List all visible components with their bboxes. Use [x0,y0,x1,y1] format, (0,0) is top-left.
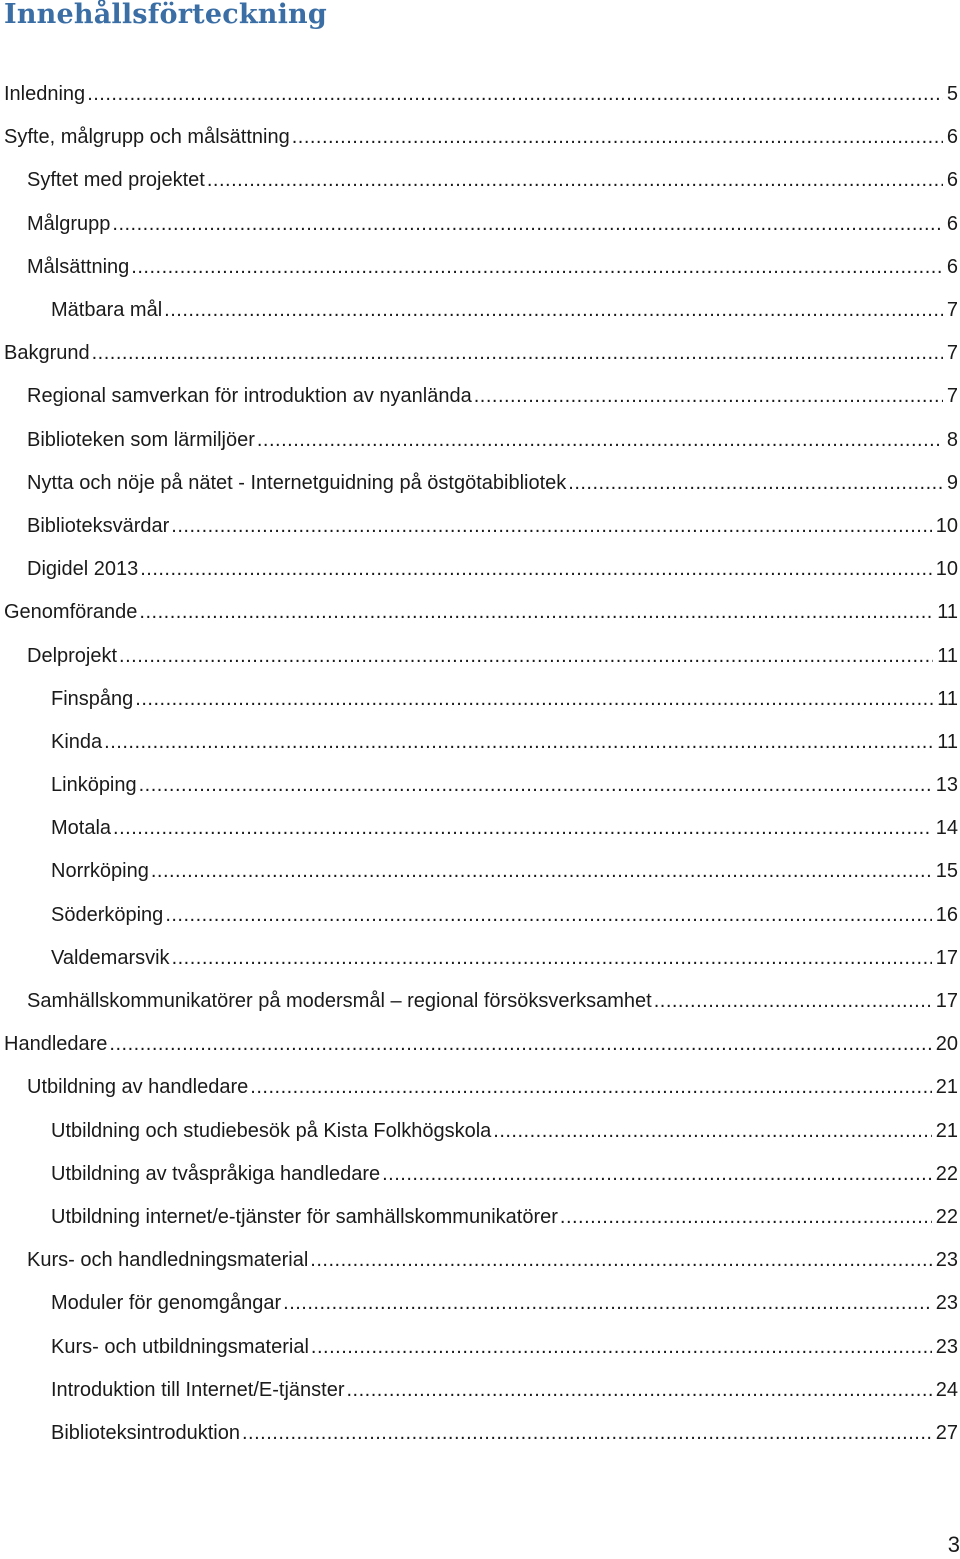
toc-entry[interactable] [4,1196,958,1239]
toc-entry-page: 11 [937,601,958,624]
toc-entry-page: 23 [935,1292,958,1315]
toc-entry[interactable] [4,937,958,980]
toc-dot-leader [292,126,943,149]
toc-dot-leader [151,860,932,883]
toc-dot-leader [568,472,943,495]
toc-dot-leader [346,1379,931,1402]
toc-dot-leader [250,1076,931,1099]
toc-dot-leader [172,947,932,970]
toc-entry-page: 22 [935,1162,958,1185]
toc-entry[interactable] [4,548,958,591]
toc-entry[interactable] [4,634,958,677]
toc-dot-leader [119,645,933,668]
toc-dot-leader [654,990,932,1013]
toc-entry[interactable] [4,1325,958,1368]
toc-entry[interactable] [4,980,958,1023]
toc-entry-label: Kinda [51,730,103,753]
toc-entry[interactable] [4,764,958,807]
toc-entry[interactable] [4,678,958,721]
toc-dot-leader [140,558,932,581]
toc-dot-leader [310,1249,931,1272]
toc-dot-leader [104,731,933,754]
toc-entry-page: 11 [937,687,958,710]
toc-entry-label: Motala [51,817,112,840]
toc-entry-label: Syfte, målgrupp och målsättning [4,126,290,149]
toc-entry-page: 10 [935,514,958,537]
toc-entry-page: 11 [937,644,958,667]
toc-entry[interactable] [4,1153,958,1196]
toc-dot-leader [139,601,933,624]
toc-entry-label: Samhällskommunikatörer på modersmål – regional försöksverksamhet [27,990,652,1013]
toc-entry-label: Biblioteken som lärmiljöer [27,428,255,451]
toc-entry-page: 16 [935,903,958,926]
toc-entry[interactable] [4,289,958,332]
toc-entry[interactable] [4,1110,958,1153]
toc-entry[interactable] [4,375,958,418]
toc-entry-label: Utbildning av handledare [27,1076,249,1099]
toc-entry[interactable] [4,591,958,634]
toc-entry-label: Linköping [51,774,137,797]
toc-entry-page: 7 [946,385,958,408]
toc-entry-page: 17 [935,946,958,969]
toc-dot-leader [109,1033,931,1056]
toc-entry-label: Genomförande [4,601,138,624]
toc-entry[interactable] [4,1282,958,1325]
toc-entry-page: 24 [935,1378,958,1401]
toc-entry[interactable] [4,1369,958,1412]
toc-dot-leader [242,1422,932,1445]
toc-entry-page: 23 [935,1249,958,1272]
toc-entry[interactable] [4,1239,958,1282]
toc-entry-page: 21 [935,1119,958,1142]
toc-entry[interactable] [4,505,958,548]
toc-entry[interactable] [4,1412,958,1455]
toc-entry-label: Handledare [4,1033,108,1056]
toc-entry-page: 23 [935,1335,958,1358]
toc-dot-leader [474,385,943,408]
toc-entry-page: 11 [937,730,958,753]
toc-entry-page: 20 [935,1033,958,1056]
toc-entry-label: Kurs- och handledningsmaterial [27,1249,309,1272]
toc-entry-label: Utbildning internet/e-tjänster för samhällskommunikatörer [51,1205,558,1228]
toc-entry-label: Delprojekt [27,644,118,667]
toc-dot-leader [382,1163,932,1186]
toc-entry-label: Syftet med projektet [27,169,205,192]
toc-entry-page: 10 [935,558,958,581]
toc-entry[interactable] [4,203,958,246]
toc-entry-label: Finspång [51,687,134,710]
toc-entry-page: 27 [935,1421,958,1444]
toc-entry-label: Inledning [4,83,86,106]
toc-entry-page: 22 [935,1205,958,1228]
toc-entry[interactable] [4,159,958,202]
toc-dot-leader [112,213,942,236]
toc-dot-leader [311,1336,932,1359]
toc-entry-page: 7 [946,299,958,322]
toc-dot-leader [87,83,943,106]
toc-dot-leader [164,299,943,322]
toc-entry-label: Målsättning [27,255,130,278]
toc-entry-page: 6 [946,169,958,192]
toc-entry-label: Utbildning av tvåspråkiga handledare [51,1162,381,1185]
toc-dot-leader [139,774,932,797]
toc-entry-label: Digidel 2013 [27,558,139,581]
toc-entry[interactable] [4,419,958,462]
toc-dot-leader [560,1206,932,1229]
page-number: 3 [947,1532,960,1557]
toc-dot-leader [113,817,932,840]
toc-entry-label: Kurs- och utbildningsmaterial [51,1335,309,1358]
toc-entry-page: 9 [946,471,958,494]
toc-entry[interactable] [4,807,958,850]
toc-dot-leader [171,515,931,538]
toc-entry-page: 5 [946,83,958,106]
toc-entry[interactable] [4,721,958,764]
toc-dot-leader [92,342,943,365]
toc-dot-leader [135,688,933,711]
toc-entry[interactable] [4,246,958,289]
toc-entry-page: 8 [946,428,958,451]
toc-entry[interactable] [4,73,958,116]
toc-entry[interactable] [4,332,958,375]
toc-entry-page: 7 [946,342,958,365]
toc-entry-label: Målgrupp [27,212,111,235]
toc-dot-leader [165,904,931,927]
toc-entry[interactable] [4,850,958,893]
toc-entry-label: Biblioteksintroduktion [51,1421,240,1444]
toc-entry-label: Söderköping [51,903,164,926]
toc-entry-label: Bakgrund [4,342,90,365]
toc-entry-page: 13 [935,774,958,797]
toc-entry-label: Utbildning och studiebesök på Kista Folkhögskola [51,1119,492,1142]
toc-entry-label: Mätbara mål [51,299,163,322]
toc-dot-leader [257,429,943,452]
toc-entry-page: 6 [946,212,958,235]
toc-entry-label: Moduler för genomgångar [51,1292,282,1315]
toc-entry[interactable] [4,1066,958,1109]
toc-entry-page: 21 [935,1076,958,1099]
toc-title: Innehållsförteckning [4,0,327,30]
toc-dot-leader [207,169,943,192]
toc-entry-page: 6 [946,126,958,149]
toc-entry[interactable] [4,1023,958,1066]
toc-entry-label: Nytta och nöje på nätet - Internetguidning på östgötabibliotek [27,471,567,494]
toc-entry-label: Biblioteksvärdar [27,514,170,537]
toc-entry-label: Valdemarsvik [51,946,170,969]
toc-entry-label: Introduktion till Internet/E-tjänster [51,1378,345,1401]
toc-entry-page: 14 [935,817,958,840]
toc-dot-leader [131,256,943,279]
toc-entry[interactable] [4,462,958,505]
toc-entry-label: Norrköping [51,860,149,883]
toc-entry-label: Regional samverkan för introduktion av nyanlända [27,385,472,408]
toc-entry-page: 6 [946,255,958,278]
toc-dot-leader [493,1120,931,1143]
toc-entry-page: 17 [935,990,958,1013]
toc-entry-page: 15 [935,860,958,883]
toc-list [4,73,958,1455]
toc-entry[interactable] [4,116,958,159]
toc-dot-leader [283,1292,932,1315]
toc-entry[interactable] [4,894,958,937]
